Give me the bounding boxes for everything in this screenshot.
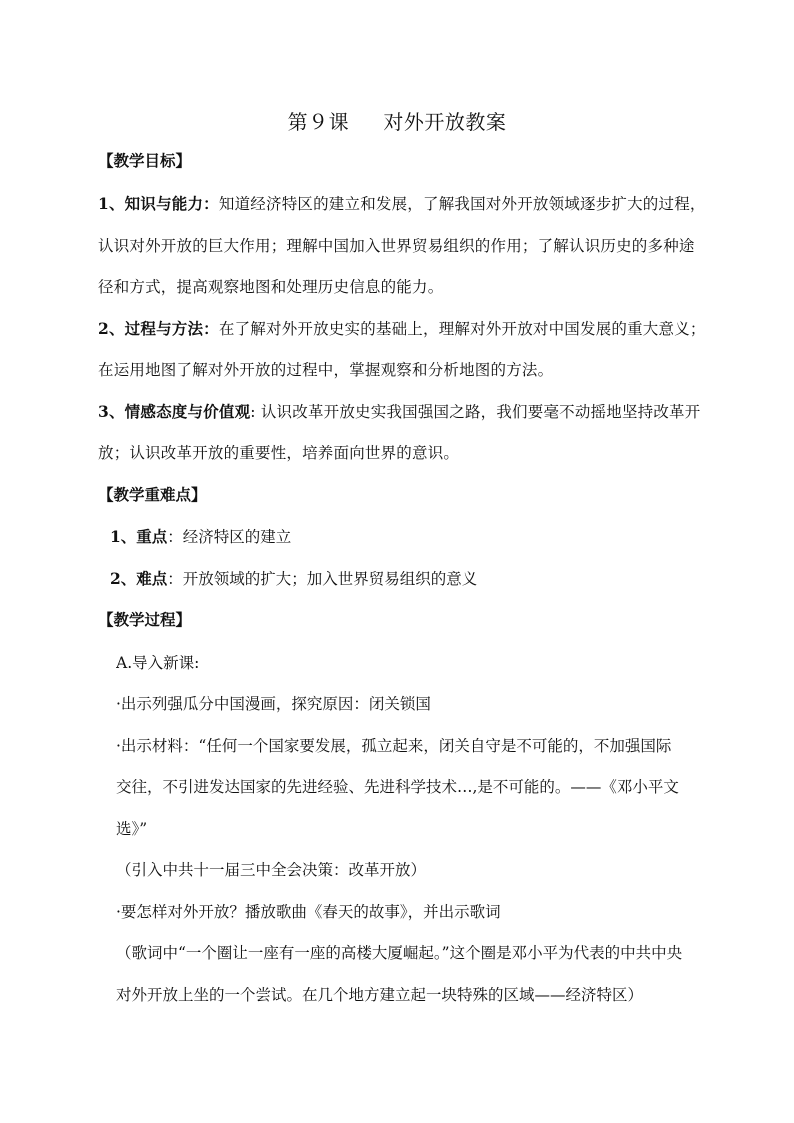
process-heading: 【教学过程】 [98, 610, 192, 629]
objective-3-label: 3、情感态度与价值观 [98, 402, 251, 421]
objective-2-line-1 [98, 318, 718, 340]
process-line-9: 对外开放上坐的一个尝试。在几个地方建立起一块特殊的区域——经济特区） [116, 986, 644, 1004]
key-points-heading: 【教学重难点】 [98, 485, 207, 504]
objective-2-line-2: 在运用地图了解对外开放的过程中，掌握观察和分析地图的方法。 [98, 361, 554, 379]
process-line-7: ·要怎样对外开放？播放歌曲《春天的故事》，并出示歌词 [116, 903, 501, 921]
key-point-1-text: ：经济特区的建立 [167, 528, 292, 546]
objective-1-line-3: 径和方式，提高观察地图和处理历史信息的能力。 [98, 278, 444, 296]
key-point-1-label: 1、重点 [110, 527, 168, 546]
objective-3-line-1 [98, 401, 718, 423]
page-title: 第９课 对外开放教案 [287, 110, 507, 134]
objectives-heading: 【教学目标】 [98, 151, 192, 170]
process-line-6: （引入中共十一届三中全会决策：改革开放） [116, 861, 427, 879]
objective-1-label: 1、知识与能力： [98, 194, 219, 213]
key-point-2-label: 2、难点 [110, 569, 168, 588]
objective-1-line-2: 认识对外开放的巨大作用；理解中国加入世界贸易组织的作用；了解认识历史的多种途 [98, 237, 695, 255]
process-line-5: 选》” [116, 820, 148, 838]
process-line-4: 交往，不引进发达国家的先进经验、先进科学技术…,是不可能的。——《邓小平文 [116, 778, 679, 796]
process-line-3: ·出示材料：“任何一个国家要发展，孤立起来，闭关自守是不可能的，不加强国际 [116, 737, 672, 755]
key-point-2 [110, 568, 730, 590]
objective-2-text-1: 在了解对外开放史实的基础上，理解对外开放对中国发展的重大意义； [218, 320, 706, 338]
key-point-1 [110, 526, 730, 548]
process-line-2: ·出示列强瓜分中国漫画，探究原因：闭关锁国 [116, 695, 431, 713]
objective-3-line-2: 放；认识改革开放的重要性，培养面向世界的意识。 [98, 444, 460, 462]
objective-2-label: 2、过程与方法： [98, 319, 219, 338]
objective-3-text-1: : 认识改革开放史实我国强国之路，我们要毫不动摇地坚持改革开 [250, 403, 701, 421]
objective-1-line-1 [98, 193, 718, 215]
process-line-8: （歌词中“一个圈让一座有一座的高楼大厦崛起。”这个圈是邓小平为代表的中共中央 [116, 944, 683, 962]
objective-1-text-1: 知道经济特区的建立和发展，了解我国对外开放领域逐步扩大的过程， [218, 195, 706, 213]
key-point-2-text: ：开放领域的扩大；加入世界贸易组织的意义 [167, 570, 478, 588]
process-line-1: A.导入新课: [116, 654, 200, 672]
